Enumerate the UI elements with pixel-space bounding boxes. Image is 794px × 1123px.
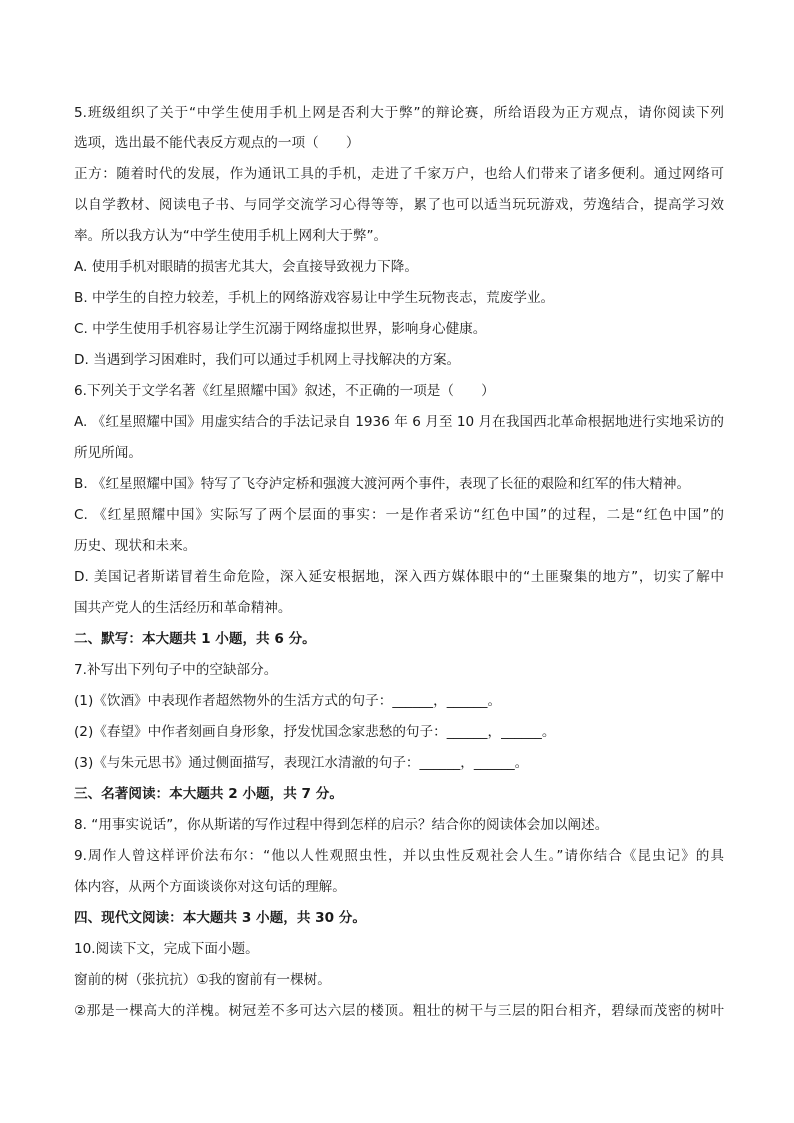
section-4-heading: 四、现代文阅读：本大题共 3 小题，共 30 分。 — [74, 910, 366, 926]
passage-paragraph-2-line-1: ②那是一棵高大的洋槐。树冠差不多可达六层的楼顶。粗壮的树干与三层的阳台相齐，碧绿而茂密的树叶 — [74, 1003, 724, 1019]
question-6-option-a-line-1: A. 《红星照耀中国》用虚实结合的手法记录自 1936 年 6 月至 10 月在我国西北革命根据地进行实地采访的 — [74, 414, 724, 430]
question-7-stem: 7.补写出下列句子中的空缺部分。 — [74, 662, 278, 678]
question-5-stem-line-2: 选项，选出最不能代表反方观点的一项（ ） — [74, 135, 360, 151]
question-6-option-c-line-2: 历史、现状和未来。 — [74, 538, 197, 554]
question-7-item-1: (1)《饮酒》中表现作者超然物外的生活方式的句子：______，______。 — [74, 693, 502, 709]
question-5-passage-line-2: 以自学教材、阅读电子书、与同学交流学习心得等等，累了也可以适当玩玩游戏，劳逸结合，提高学习效 — [74, 197, 724, 213]
question-6-option-c-line-1: C. 《红星照耀中国》实际写了两个层面的事实：一是作者采访“红色中国”的过程，二是“红色中国”的 — [74, 507, 724, 523]
question-7-item-3: (3)《与朱元思书》通过侧面描写，表现江水清澈的句子：______，______。 — [74, 755, 529, 771]
question-6-option-a-line-2: 所见所闻。 — [74, 445, 142, 461]
question-5-option-d: D. 当遇到学习困难时，我们可以通过手机网上寻找解决的方案。 — [74, 352, 461, 368]
section-3-heading: 三、名著阅读：本大题共 2 小题，共 7 分。 — [74, 786, 343, 802]
question-8-stem: 8. “用事实说话”，你从斯诺的写作过程中得到怎样的启示？结合你的阅读体会加以阐述。 — [74, 817, 609, 833]
question-6-stem: 6.下列关于文学名著《红星照耀中国》叙述，不正确的一项是（ ） — [74, 383, 495, 399]
question-6-option-d-line-1: D. 美国记者斯诺冒着生命危险，深入延安根据地，深入西方媒体眼中的“土匪聚集的地方”，切实了解中 — [74, 569, 724, 585]
question-5-option-a: A. 使用手机对眼睛的损害尤其大，会直接导致视力下降。 — [74, 259, 418, 275]
question-6-option-d-line-2: 国共产党人的生活经历和革命精神。 — [74, 600, 292, 616]
question-9-stem-line-1: 9.周作人曾这样评价法布尔：“他以人性观照虫性，并以虫性反观社会人生。”请你结合《昆虫记》的具 — [74, 848, 724, 864]
question-5-passage-line-3: 率。所以我方认为“中学生使用手机上网利大于弊”。 — [74, 228, 388, 244]
question-5-stem-line-1: 5.班级组织了关于“中学生使用手机上网是否利大于弊”的辩论赛，所给语段为正方观点，请你阅读下列 — [74, 105, 724, 121]
question-5-passage-line-1: 正方：随着时代的发展，作为通讯工具的手机，走进了千家万户，也给人们带来了诸多便利。通过网络可 — [74, 166, 724, 182]
question-9-stem-line-2: 体内容，从两个方面谈谈你对这句话的理解。 — [74, 879, 346, 895]
passage-title-line: 窗前的树（张抗抗）①我的窗前有一棵树。 — [74, 972, 331, 988]
question-6-option-b: B. 《红星照耀中国》特写了飞夺泸定桥和强渡大渡河两个事件，表现了长征的艰险和红军的伟大精神。 — [74, 476, 691, 492]
question-10-stem: 10.阅读下文，完成下面小题。 — [74, 941, 259, 957]
question-5-option-c: C. 中学生使用手机容易让学生沉溺于网络虚拟世界，影响身心健康。 — [74, 321, 487, 337]
question-5-option-b: B. 中学生的自控力较差，手机上的网络游戏容易让中学生玩物丧志，荒废学业。 — [74, 290, 555, 306]
question-7-item-2: (2)《春望》中作者刻画自身形象，抒发忧国念家悲愁的句子：______，______。 — [74, 724, 556, 740]
section-2-heading: 二、默写：本大题共 1 小题，共 6 分。 — [74, 631, 316, 647]
